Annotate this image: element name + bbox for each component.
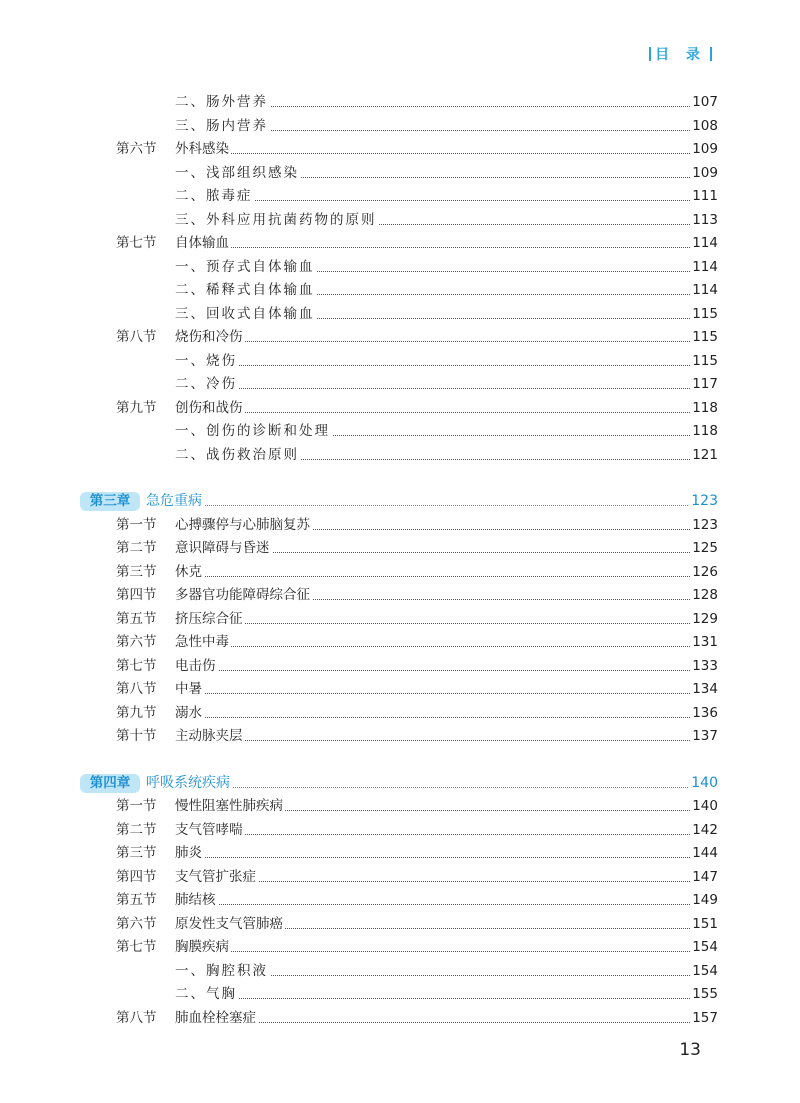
entry-title: 一、创伤的诊断和处理 [175, 420, 332, 442]
toc-section-row [0, 232, 800, 254]
toc-subsection-row [0, 350, 800, 372]
entry-title: 二、战伤救治原则 [175, 444, 301, 466]
dot-leader [175, 655, 716, 671]
entry-page: 113 [690, 209, 718, 231]
entry-title: 中暑 [175, 678, 204, 700]
section-number: 第三节 [116, 845, 157, 861]
entry-title: 肺血栓栓塞症 [175, 1007, 258, 1029]
toc-chapter-row [0, 490, 800, 512]
entry-title: 烧伤和冷伤 [175, 326, 245, 348]
toc-subsection-row [0, 373, 800, 395]
entry-title: 三、肠内营养 [175, 115, 270, 137]
section-number: 第八节 [116, 1009, 157, 1026]
dot-leader [175, 397, 716, 413]
chapter-badge: 第四章 [80, 774, 140, 793]
dot-leader [175, 725, 716, 741]
entry-title: 慢性阻塞性肺疾病 [175, 795, 285, 817]
toc-subsection-row [0, 420, 800, 442]
toc-subsection-row [0, 185, 800, 207]
toc-header-label: 目 录 [655, 47, 706, 63]
toc-section-row [0, 842, 800, 864]
entry-page: 154 [690, 936, 718, 958]
section-number: 第四节 [116, 587, 157, 603]
entry-title: 意识障碍与昏迷 [175, 537, 272, 559]
toc-section-row [0, 795, 800, 817]
section-number: 第六节 [116, 141, 157, 157]
section-number: 第七节 [116, 657, 157, 674]
entry-page: 126 [690, 561, 718, 583]
entry-title: 主动脉夹层 [175, 725, 245, 747]
toc-section-row [0, 866, 800, 888]
entry-page: 115 [690, 350, 718, 372]
section-number: 第六节 [116, 634, 157, 650]
entry-page: 109 [690, 162, 718, 184]
toc-subsection-row [0, 256, 800, 278]
entry-page: 114 [690, 232, 718, 254]
dot-leader [175, 889, 716, 905]
entry-page: 140 [689, 772, 718, 794]
entry-page: 123 [690, 514, 718, 536]
section-number: 第八节 [116, 681, 157, 697]
entry-title: 支气管扩张症 [175, 866, 258, 888]
toc-section-row [0, 514, 800, 536]
toc-subsection-row [0, 444, 800, 466]
entry-title: 原发性支气管肺癌 [175, 913, 285, 935]
entry-title: 自体输血 [175, 232, 231, 254]
dot-leader [146, 490, 716, 506]
section-number: 第一节 [116, 516, 157, 533]
toc-chapter-row [0, 772, 800, 794]
dot-leader [175, 373, 716, 389]
entry-page: 129 [690, 608, 718, 630]
toc-subsection-row [0, 162, 800, 184]
dot-leader [175, 631, 716, 647]
dot-leader [175, 936, 716, 952]
dot-leader [175, 138, 716, 154]
toc-section-row [0, 702, 800, 724]
entry-title: 胸膜疾病 [175, 936, 231, 958]
section-number: 第四节 [116, 868, 157, 885]
entry-title: 一、烧伤 [175, 350, 239, 372]
entry-page: 128 [690, 584, 718, 606]
entry-title: 二、气胸 [175, 983, 239, 1005]
entry-page: 118 [690, 420, 718, 442]
entry-title: 一、预存式自体输血 [175, 256, 317, 278]
toc-section-row [0, 725, 800, 747]
dot-leader [175, 819, 716, 835]
entry-page: 133 [690, 655, 718, 677]
toc-subsection-row [0, 303, 800, 325]
page-number: 13 [679, 1040, 701, 1060]
section-number: 第一节 [116, 798, 157, 814]
section-number: 第九节 [116, 704, 157, 721]
toc-section-row [0, 678, 800, 700]
section-number: 第七节 [116, 235, 157, 251]
dot-leader [175, 185, 716, 201]
entry-title: 多器官功能障碍综合征 [175, 584, 312, 606]
toc-section-row [0, 913, 800, 935]
entry-page: 121 [690, 444, 718, 466]
entry-title: 支气管哮喘 [175, 819, 245, 841]
section-number: 第五节 [116, 892, 157, 908]
section-number: 第七节 [116, 939, 157, 955]
entry-title: 休克 [175, 561, 204, 583]
toc-subsection-row [0, 91, 800, 113]
entry-page: 144 [690, 842, 718, 864]
entry-title: 三、回收式自体输血 [175, 303, 317, 325]
dot-leader [175, 983, 716, 999]
entry-page: 136 [690, 702, 718, 724]
entry-title: 一、浅部组织感染 [175, 162, 301, 184]
toc-section-row [0, 537, 800, 559]
toc-subsection-row [0, 960, 800, 982]
entry-page: 109 [690, 138, 718, 160]
entry-title: 急性中毒 [175, 631, 231, 653]
dot-leader [175, 842, 716, 858]
entry-page: 134 [690, 678, 718, 700]
entry-page: 131 [690, 631, 718, 653]
entry-page: 114 [690, 279, 718, 301]
entry-title: 二、肠外营养 [175, 91, 270, 113]
toc-section-row [0, 561, 800, 583]
toc-section-row [0, 889, 800, 911]
entry-title: 三、外科应用抗菌药物的原则 [175, 209, 379, 231]
section-number: 第二节 [116, 821, 157, 838]
entry-title: 挤压综合征 [175, 608, 245, 630]
entry-title: 二、稀释式自体输血 [175, 279, 317, 301]
entry-page: 115 [690, 303, 718, 325]
entry-page: 118 [690, 397, 718, 419]
entry-title: 创伤和战伤 [175, 397, 245, 419]
entry-page: 111 [690, 185, 718, 207]
entry-page: 108 [690, 115, 718, 137]
entry-title: 一、胸腔积液 [175, 960, 270, 982]
entry-page: 107 [690, 91, 718, 113]
toc-section-row [0, 608, 800, 630]
entry-title: 急危重病 [146, 490, 204, 512]
toc-subsection-row [0, 279, 800, 301]
section-number: 第六节 [116, 915, 157, 932]
toc-subsection-row [0, 983, 800, 1005]
toc-header [645, 44, 716, 64]
dot-leader [175, 561, 716, 577]
entry-page: 157 [690, 1007, 718, 1029]
chapter-badge: 第三章 [80, 492, 140, 511]
entry-title: 二、冷伤 [175, 373, 239, 395]
entry-page: 155 [690, 983, 718, 1005]
entry-title: 肺结核 [175, 889, 218, 911]
toc-section-row [0, 936, 800, 958]
toc-section-row [0, 326, 800, 348]
toc-section-row [0, 138, 800, 160]
entry-title: 心搏骤停与心肺脑复苏 [175, 514, 312, 536]
entry-title: 溺水 [175, 702, 204, 724]
section-number: 第十节 [116, 728, 157, 744]
entry-page: 114 [690, 256, 718, 278]
dot-leader [175, 350, 716, 366]
entry-page: 154 [690, 960, 718, 982]
entry-page: 140 [690, 795, 718, 817]
section-number: 第九节 [116, 399, 157, 416]
entry-page: 115 [690, 326, 718, 348]
entry-page: 149 [690, 889, 718, 911]
dot-leader [175, 326, 716, 342]
toc-subsection-row [0, 115, 800, 137]
toc-section-row [0, 1007, 800, 1029]
dot-leader [175, 678, 716, 694]
dot-leader [175, 608, 716, 624]
section-number: 第八节 [116, 329, 157, 345]
entry-page: 117 [690, 373, 718, 395]
entry-title: 呼吸系统疾病 [146, 772, 232, 794]
section-number: 第三节 [116, 563, 157, 580]
dot-leader [175, 232, 716, 248]
toc-section-row [0, 631, 800, 653]
entry-title: 电击伤 [175, 655, 218, 677]
toc-section-row [0, 655, 800, 677]
entry-title: 肺炎 [175, 842, 204, 864]
entry-page: 142 [690, 819, 718, 841]
dot-leader [175, 702, 716, 718]
entry-page: 151 [690, 913, 718, 935]
section-number: 第五节 [116, 610, 157, 627]
toc-section-row [0, 819, 800, 841]
toc-subsection-row [0, 209, 800, 231]
entry-page: 123 [689, 490, 718, 512]
entry-page: 147 [690, 866, 718, 888]
entry-page: 125 [690, 537, 718, 559]
entry-title: 二、脓毒症 [175, 185, 255, 207]
section-number: 第二节 [116, 540, 157, 556]
entry-page: 137 [690, 725, 718, 747]
toc-section-row [0, 397, 800, 419]
toc-section-row [0, 584, 800, 606]
entry-title: 外科感染 [175, 138, 231, 160]
